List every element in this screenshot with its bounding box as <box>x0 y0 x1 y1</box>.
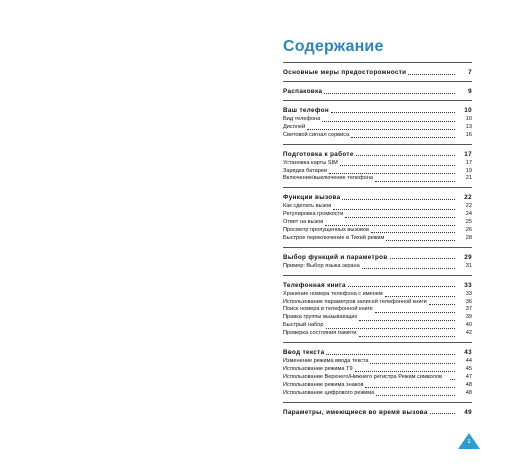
section-title: Основные меры предосторожности <box>283 69 407 76</box>
entry-page: 21 <box>465 175 472 182</box>
entry-title: Зарядка батареи <box>283 167 328 174</box>
page-title: Содержание <box>283 38 384 55</box>
dot-leader <box>385 296 455 297</box>
dot-leader <box>348 286 455 287</box>
entry-title: Быстрое переключение в Тихий режим <box>283 234 385 241</box>
section-title: Подготовка к работе <box>283 150 354 158</box>
entry-page: 10 <box>465 115 472 122</box>
entry-title: Использование режима T9 <box>283 365 353 372</box>
dot-leader <box>359 320 455 321</box>
entry-page: 19 <box>465 167 472 174</box>
table-of-contents <box>283 62 472 417</box>
entry-page: 24 <box>465 211 472 218</box>
page-number-badge <box>458 433 480 449</box>
section-title: Функции вызова <box>283 194 341 202</box>
entry-title: Использование цифрового режима <box>283 389 375 396</box>
entry-title: Дисплей <box>283 123 306 130</box>
toc-section <box>283 100 472 140</box>
section-title: Телефонная книга <box>283 281 346 289</box>
entry-title: Быстрый набор <box>283 322 324 329</box>
dot-leader <box>351 137 455 138</box>
section-title: Выбор функций и параметров <box>283 253 388 261</box>
entry-page: 36 <box>465 298 472 305</box>
section-title: Распаковка <box>283 88 323 95</box>
entry-page: 48 <box>465 389 472 396</box>
dot-leader <box>375 312 455 313</box>
toc-section-heading[interactable] <box>283 62 472 77</box>
entry-title: Просмотр пропущенных вызовов <box>283 227 369 233</box>
toc-entry[interactable] <box>283 227 472 235</box>
dot-leader <box>430 413 455 414</box>
toc-section-heading[interactable] <box>283 100 472 115</box>
toc-entry[interactable] <box>283 124 472 132</box>
entry-title: Использование параметров записей телефонной книги <box>283 298 427 305</box>
section-page: 9 <box>468 88 472 95</box>
entry-title: Регулировка громкости <box>283 211 344 218</box>
toc-entry[interactable] <box>283 358 472 366</box>
section-page: 29 <box>464 253 472 261</box>
toc-section <box>283 81 472 96</box>
entry-title: Использование режима знаков <box>283 381 364 388</box>
dot-leader <box>326 354 455 355</box>
entry-page: 13 <box>465 123 472 130</box>
toc-entry[interactable] <box>283 211 472 219</box>
toc-entry[interactable] <box>283 160 472 168</box>
dot-leader <box>340 165 455 166</box>
toc-entry[interactable] <box>283 390 472 398</box>
toc-section-heading[interactable] <box>283 275 472 290</box>
entry-title: Установка карты SIM <box>283 159 338 166</box>
toc-section-heading[interactable] <box>283 144 472 159</box>
toc-entry[interactable] <box>283 374 472 382</box>
toc-section-heading[interactable] <box>283 247 472 262</box>
dot-leader <box>362 268 455 269</box>
dot-leader <box>429 304 455 305</box>
toc-section-heading[interactable] <box>283 402 472 417</box>
entry-page: 47 <box>465 373 472 380</box>
entry-page: 25 <box>465 219 472 226</box>
section-page: 7 <box>468 69 472 76</box>
entry-title: Как сделать вызов <box>283 203 332 210</box>
toc-entry[interactable] <box>283 203 472 211</box>
section-page: 22 <box>464 194 472 202</box>
entry-page: 48 <box>465 381 472 388</box>
entry-page: 44 <box>465 358 472 365</box>
entry-page: 45 <box>465 365 472 372</box>
toc-entry[interactable] <box>283 168 472 176</box>
toc-section <box>283 144 472 184</box>
toc-entry[interactable] <box>283 330 472 338</box>
entry-title: Световой сигнал сервиса <box>283 131 350 138</box>
toc-section-heading[interactable] <box>283 187 472 202</box>
entry-title: Использование Верхнего/Нижнего регистра Режим символов <box>283 373 443 380</box>
toc-section-heading[interactable] <box>283 342 472 357</box>
entry-page: 26 <box>465 227 472 233</box>
toc-entry[interactable] <box>283 116 472 124</box>
entry-page: 33 <box>465 290 472 297</box>
toc-entry[interactable] <box>283 175 472 183</box>
dot-leader <box>342 199 455 200</box>
section-page: 43 <box>464 349 472 357</box>
dot-leader <box>370 363 455 364</box>
toc-entry[interactable] <box>283 322 472 330</box>
toc-section <box>283 402 472 417</box>
entry-page: 17 <box>465 159 472 166</box>
entry-page: 31 <box>465 262 472 269</box>
entry-title: Пример: Выбор языка экрана <box>283 262 360 269</box>
toc-section <box>283 275 472 338</box>
dot-leader <box>375 181 455 182</box>
dot-leader <box>371 232 455 233</box>
dot-leader <box>408 74 455 75</box>
dot-leader <box>450 379 455 380</box>
section-title: Ввод текста <box>283 349 325 357</box>
toc-section <box>283 62 472 77</box>
entry-title: Хранение номера телефона с именем <box>283 290 383 297</box>
section-title: Параметры, имеющиеся во время вызова <box>283 408 428 416</box>
dot-leader <box>365 387 455 388</box>
entry-page: 28 <box>465 234 472 241</box>
entry-page: 42 <box>465 330 472 337</box>
section-page: 33 <box>464 281 472 289</box>
dot-leader <box>386 240 455 241</box>
entry-title: Изменение режима ввода текста <box>283 358 369 365</box>
dot-leader <box>329 173 455 174</box>
dot-leader <box>331 112 455 113</box>
dot-leader <box>355 371 455 372</box>
entry-title: Включение/выключение телефона <box>283 175 373 182</box>
toc-entry[interactable] <box>283 382 472 390</box>
page-number: 1 <box>467 439 471 445</box>
toc-section <box>283 187 472 242</box>
toc-entry[interactable] <box>283 219 472 227</box>
entry-title: Правка группы вызывающих <box>283 314 358 321</box>
toc-entry[interactable] <box>283 306 472 314</box>
dot-leader <box>322 121 455 122</box>
toc-entry[interactable] <box>283 132 472 140</box>
section-page: 49 <box>464 408 472 416</box>
section-title: Ваш телефон <box>283 107 329 114</box>
toc-entry[interactable] <box>283 235 472 243</box>
dot-leader <box>345 217 455 218</box>
toc-entry[interactable] <box>283 366 472 374</box>
entry-page: 40 <box>465 322 472 329</box>
dot-leader <box>376 395 455 396</box>
section-page: 17 <box>464 150 472 158</box>
toc-section-heading[interactable] <box>283 81 472 96</box>
entry-title: Поиск номера в телефонной книге <box>283 306 373 313</box>
entry-title: Проверка состояния памяти <box>283 330 357 337</box>
dot-leader <box>359 336 455 337</box>
section-page: 10 <box>464 107 472 114</box>
dot-leader <box>325 225 455 226</box>
dot-leader <box>326 328 456 329</box>
entry-page: 37 <box>465 306 472 313</box>
dot-leader <box>324 93 455 94</box>
dot-leader <box>307 129 455 130</box>
toc-entry[interactable] <box>283 263 472 271</box>
toc-section <box>283 247 472 271</box>
entry-page: 22 <box>465 203 472 210</box>
dot-leader <box>390 258 455 259</box>
dot-leader <box>333 209 455 210</box>
entry-title: Ответ на вызов <box>283 219 324 226</box>
toc-section <box>283 342 472 397</box>
toc-entry[interactable] <box>283 291 472 299</box>
dot-leader <box>356 155 455 156</box>
entry-page: 16 <box>465 131 472 138</box>
entry-page: 39 <box>465 314 472 321</box>
entry-title: Вид телефона <box>283 115 321 122</box>
